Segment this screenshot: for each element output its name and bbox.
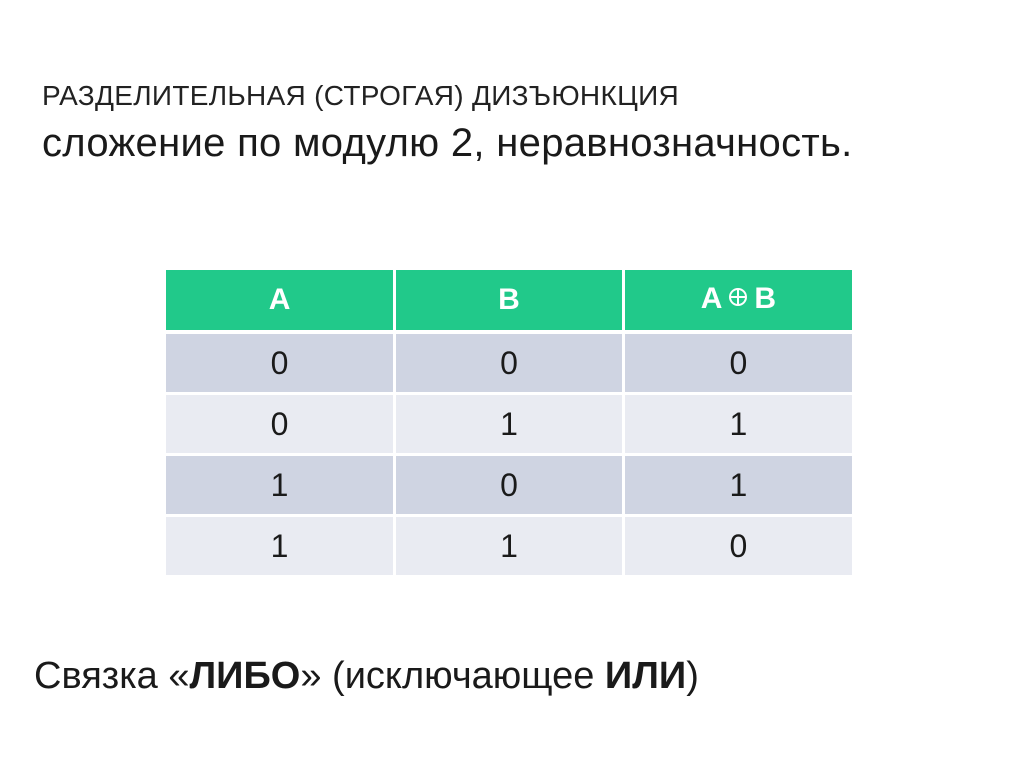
cell-b: 1 — [395, 516, 624, 577]
circled-plus-icon — [728, 281, 748, 315]
truth-table — [166, 270, 852, 578]
cell-result: 1 — [623, 455, 852, 516]
cell-a: 1 — [166, 455, 395, 516]
cell-result: 1 — [623, 394, 852, 455]
footer-suffix: ) — [686, 655, 699, 697]
cell-b: 1 — [395, 394, 624, 455]
cell-a: 0 — [166, 394, 395, 455]
header-xor-right: B — [754, 282, 777, 316]
footer-note — [34, 652, 699, 700]
cell-b: 0 — [395, 455, 624, 516]
footer-middle: » (исключающее — [300, 655, 605, 697]
table-row — [166, 394, 852, 455]
header-a-xor-b — [623, 270, 852, 332]
cell-a: 1 — [166, 516, 395, 577]
footer-bold-libo: ЛИБО — [189, 655, 301, 697]
table-row — [166, 332, 852, 394]
header-xor-left: A — [700, 282, 723, 316]
cell-a: 0 — [166, 332, 395, 394]
header-b: B — [395, 270, 624, 332]
table-row — [166, 455, 852, 516]
table-row — [166, 516, 852, 577]
header-a: A — [166, 270, 395, 332]
slide-title — [42, 76, 1002, 170]
footer-prefix: Связка « — [34, 655, 190, 697]
cell-result: 0 — [623, 332, 852, 394]
footer-bold-ili: ИЛИ — [604, 655, 687, 697]
table-header-row — [166, 270, 852, 332]
title-subtitle: сложение по модулю 2, неравнозначность. — [42, 121, 853, 165]
title-main: РАЗДЕЛИТЕЛЬНАЯ (СТРОГАЯ) ДИЗЪЮНКЦИЯ — [42, 80, 680, 111]
cell-result: 0 — [623, 516, 852, 577]
cell-b: 0 — [395, 332, 624, 394]
